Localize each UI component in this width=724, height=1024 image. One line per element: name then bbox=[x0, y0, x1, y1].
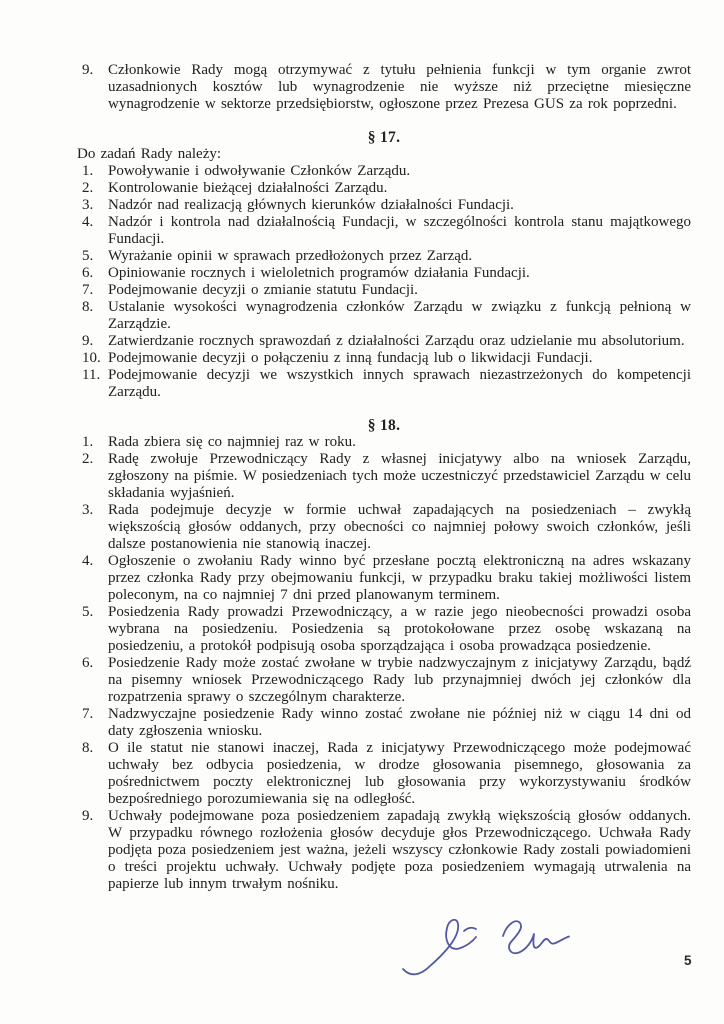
list-item bbox=[77, 163, 691, 180]
signature-stroke-right bbox=[503, 921, 569, 953]
list-item-number: 3. bbox=[82, 502, 94, 518]
section-heading-18: § 18. bbox=[367, 417, 401, 434]
list-item-text: Ustalanie wysokości wynagrodzenia członków Zarządu w związku z funkcją pełnioną w Zarządzie. bbox=[108, 299, 691, 332]
list-item-text: Radę zwołuje Przewodniczący Rady z własnej inicjatywy albo na wniosek Zarządu, zgłoszony na piśmie. W posiedzeniach tych może uczestniczyć przedstawiciel Zarządu w celu składania wyjaśnień. bbox=[108, 451, 691, 501]
section-18-list bbox=[77, 434, 691, 893]
list-item bbox=[77, 265, 691, 282]
page-number: 5 bbox=[684, 953, 692, 968]
list-item-continuation bbox=[77, 62, 691, 113]
list-item-text: Podejmowanie decyzji o połączeniu z inną fundacją lub o likwidacji Fundacji. bbox=[108, 350, 593, 366]
list-item bbox=[77, 502, 691, 553]
list-item-number: 1. bbox=[82, 163, 94, 179]
list-item-text: Podejmowanie decyzji o zmianie statutu Fundacji. bbox=[108, 282, 418, 298]
signature-stroke-left bbox=[403, 920, 476, 975]
list-item bbox=[77, 248, 691, 265]
list-item-text: Rada podejmuje decyzje w formie uchwał zapadających na posiedzeniach – zwykłą większością głosów oddanych, przy obecności co najmniej połowy swoich członków, jeśli dalsze postanowienia nie stanowią inaczej. bbox=[108, 502, 691, 552]
list-item-number: 11. bbox=[82, 367, 101, 383]
list-item bbox=[77, 282, 691, 299]
handwritten-signature bbox=[400, 914, 582, 988]
list-item bbox=[77, 299, 691, 333]
list-item bbox=[77, 604, 691, 655]
list-item-text: Posiedzenia Rady prowadzi Przewodniczący, a w razie jego nieobecności prowadzi osoba wybrana na posiedzeniu. Posiedzenia są protokołowane przez osobę wskazaną na posiedzeniu, a protokół podpisują osoba sporządzająca i osoba prowadząca posiedzenie. bbox=[108, 604, 691, 654]
list-item-text: Ogłoszenie o zwołaniu Rady winno być przesłane pocztą elektroniczną na adres wskazany przez członka Rady przy obejmowaniu funkcji, w przypadku braku takiej możliwości listem poleconym, na co najmniej 7 dni przed planowanym terminem. bbox=[108, 553, 691, 603]
list-item bbox=[77, 655, 691, 706]
list-item-text: Podejmowanie decyzji we wszystkich innych sprawach niezastrzeżonych do kompetencji Zarządu. bbox=[108, 367, 691, 400]
list-item-number: 7. bbox=[82, 282, 94, 298]
list-item-number: 8. bbox=[82, 299, 94, 315]
list-item-number: 6. bbox=[82, 655, 94, 671]
list-item-number: 5. bbox=[82, 248, 94, 264]
list-item-number: 9. bbox=[82, 62, 94, 78]
list-item-number: 6. bbox=[82, 265, 94, 281]
list-item-number: 2. bbox=[82, 180, 94, 196]
list-item-text: Wyrażanie opinii w sprawach przedłożonych przez Zarząd. bbox=[108, 248, 473, 264]
signature-stroke-accent bbox=[464, 928, 476, 931]
list-item-number: 9. bbox=[82, 333, 94, 349]
list-item-text: Nadzór i kontrola nad działalnością Fundacji, w szczególności kontrola stanu majątkowego Fundacji. bbox=[108, 214, 691, 247]
section-17-list bbox=[77, 163, 691, 401]
list-item bbox=[77, 180, 691, 197]
list-item bbox=[77, 333, 691, 350]
list-item-text: Członkowie Rady mogą otrzymywać z tytułu pełnienia funkcji w tym organie zwrot uzasadnionych kosztów lub wynagrodzenie nie wyższe niż przeciętne miesięczne wynagrodzenie w sektorze przedsiębiorstw, ogłoszone przez Prezesa GUS za rok poprzedni. bbox=[108, 62, 691, 112]
list-item-number: 5. bbox=[82, 604, 94, 620]
list-item-text: Kontrolowanie bieżącej działalności Zarządu. bbox=[108, 180, 388, 196]
list-item bbox=[77, 451, 691, 502]
list-item bbox=[77, 214, 691, 248]
list-item bbox=[77, 197, 691, 214]
list-item-text: Opiniowanie rocznych i wieloletnich programów działania Fundacji. bbox=[108, 265, 530, 281]
list-item bbox=[77, 434, 691, 451]
list-item-number: 4. bbox=[82, 214, 94, 230]
list-item-number: 4. bbox=[82, 553, 94, 569]
list-item-number: 3. bbox=[82, 197, 94, 213]
list-item-text: Zatwierdzanie rocznych sprawozdań z działalności Zarządu oraz udzielanie mu absolutorium. bbox=[108, 333, 685, 349]
list-item-text: Nadzwyczajne posiedzenie Rady winno zostać zwołane nie później niż w ciągu 14 dni od daty zgłoszenia wniosku. bbox=[108, 706, 691, 739]
list-item-text: Posiedzenie Rady może zostać zwołane w trybie nadzwyczajnym z inicjatywy Zarządu, bądź na pisemny wniosek Przewodniczącego Rady lub przynajmniej dwóch jej członków dla rozpatrzenia sprawy o szczególnym charakterze. bbox=[108, 655, 691, 705]
list-item bbox=[77, 740, 691, 808]
list-item bbox=[77, 350, 691, 367]
list-item bbox=[77, 706, 691, 740]
list-item-number: 10. bbox=[82, 350, 101, 366]
list-item-number: 2. bbox=[82, 451, 94, 467]
list-item-number: 1. bbox=[82, 434, 94, 450]
list-item bbox=[77, 808, 691, 893]
list-item-text: Uchwały podejmowane poza posiedzeniem zapadają zwykłą większością głosów oddanych. W przypadku równego rozłożenia głosów decyduje głos Przewodniczącego. Uchwała Rady podjęta poza posiedzeniem jest ważna, jeżeli wszyscy członkowie Rady zostali powiadomieni o treści projektu uchwały. Uchwały podjęte poza posiedzeniem wymagają utrwalenia na papierze lub innym trwałym nośniku. bbox=[108, 808, 691, 892]
section-17-intro: Do zadań Rady należy: bbox=[77, 146, 222, 162]
section-heading-17: § 17. bbox=[367, 129, 401, 146]
list-item-number: 8. bbox=[82, 740, 94, 756]
list-item-number: 7. bbox=[82, 706, 94, 722]
list-item-text: O ile statut nie stanowi inaczej, Rada z inicjatywy Przewodniczącego może podejmować uchwały bez odbycia posiedzenia, w drodze głosowania pisemnego, głosowania za pośrednictwem poczty elektronicznej lub głosowania przy wykorzystywaniu środków bezpośredniego porozumiewania się na odległość. bbox=[108, 740, 691, 807]
list-item-text: Nadzór nad realizacją głównych kierunków działalności Fundacji. bbox=[108, 197, 514, 213]
list-item bbox=[77, 553, 691, 604]
list-item bbox=[77, 367, 691, 401]
list-item-text: Rada zbiera się co najmniej raz w roku. bbox=[108, 434, 356, 450]
list-item-text: Powoływanie i odwoływanie Członków Zarządu. bbox=[108, 163, 411, 179]
list-item-number: 9. bbox=[82, 808, 94, 824]
